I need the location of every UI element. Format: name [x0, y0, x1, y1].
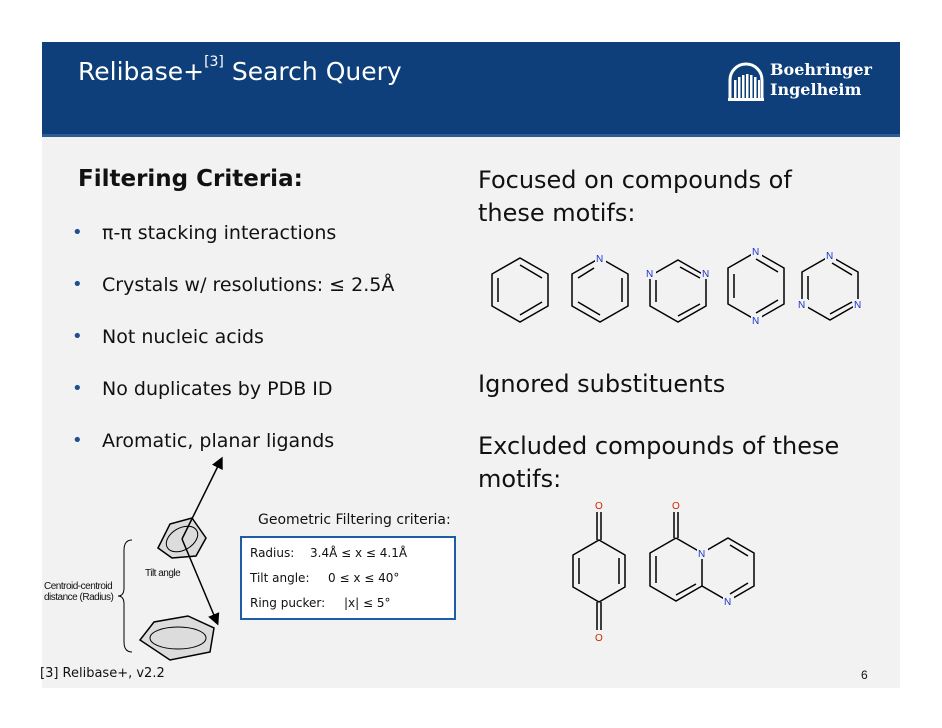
title-main: Relibase+ — [78, 57, 205, 86]
atom-label: N — [854, 300, 862, 311]
filtering-criteria-heading: Filtering Criteria: — [78, 166, 303, 192]
atom-label: N — [646, 269, 654, 280]
atom-label: O — [595, 501, 603, 512]
pyrimidine-structure — [650, 260, 706, 322]
criteria-value: 3.4Å ≤ x ≤ 4.1Å — [310, 546, 408, 560]
pyridine-structure — [572, 258, 628, 322]
focused-structures — [480, 240, 870, 330]
focused-motifs-heading: Focused on compounds of these motifs: — [478, 166, 792, 227]
nitrogen-labels — [595, 246, 864, 327]
atom-label: N — [826, 251, 834, 262]
distance-brace — [118, 540, 132, 652]
criteria-value: |x| ≤ 5° — [344, 596, 391, 610]
list-item: • π-π stacking interactions — [72, 222, 394, 274]
atom-label: N — [698, 549, 706, 560]
criteria-name: Tilt angle: — [250, 571, 310, 585]
geometric-criteria-label: Geometric Filtering criteria: — [258, 512, 451, 528]
criteria-name: Ring pucker: — [250, 596, 326, 610]
excluded-motifs-heading: Excluded compounds of these motifs: — [478, 432, 840, 493]
list-item: • Crystals w/ resolutions: ≤ 2.5Å — [72, 274, 394, 326]
atom-label: N — [752, 247, 760, 258]
atom-label: N — [798, 300, 806, 311]
ring-normal-arrow — [182, 462, 220, 539]
footer-reference: [3] Relibase+, v2.2 — [40, 666, 165, 681]
geometric-criteria-box — [240, 536, 456, 620]
boehringer-logo-icon — [726, 58, 766, 102]
centroid-distance-label — [44, 581, 113, 603]
excluded-structures — [555, 498, 785, 648]
list-item: • Aromatic, planar ligands — [72, 430, 394, 482]
radius-row — [250, 546, 408, 560]
atom-labels — [594, 500, 734, 644]
atom-label: O — [595, 633, 603, 644]
atom-label: N — [724, 597, 732, 608]
title-rest: Search Query — [223, 57, 402, 86]
list-item: • No duplicates by PDB ID — [72, 378, 394, 430]
stacking-diagram — [110, 440, 260, 670]
page-number: 6 — [861, 668, 868, 682]
tilt-angle-row — [250, 571, 400, 585]
atom-label: N — [596, 254, 604, 265]
benzene-structure — [492, 258, 548, 322]
company-logo-text — [770, 60, 872, 100]
header-underline — [42, 134, 900, 137]
benzoquinone-structure — [573, 512, 625, 630]
tilt-angle-label: Tilt angle — [145, 568, 181, 579]
criteria-value: 0 ≤ x ≤ 40° — [328, 571, 400, 585]
ignored-substituents-heading: Ignored substituents — [478, 370, 726, 398]
logo-line-2: Ingelheim — [770, 80, 862, 99]
atom-label: O — [672, 501, 680, 512]
atom-label: N — [702, 269, 710, 280]
pyrazine-structure — [728, 252, 784, 320]
centroid-label-line-2: distance (Radius) — [44, 592, 114, 603]
slide-title — [78, 54, 402, 86]
ring-pucker-row — [250, 596, 391, 610]
title-reference: [3] — [204, 54, 224, 70]
criteria-name: Radius: — [250, 546, 295, 560]
centroid-label-line-1: Centroid-centroid — [44, 581, 113, 592]
lower-aromatic-ring — [140, 616, 214, 660]
atom-label: N — [752, 316, 760, 327]
list-item: • Not nucleic acids — [72, 326, 394, 378]
logo-line-1: Boehringer — [770, 60, 872, 79]
triazine-structure — [802, 256, 858, 320]
